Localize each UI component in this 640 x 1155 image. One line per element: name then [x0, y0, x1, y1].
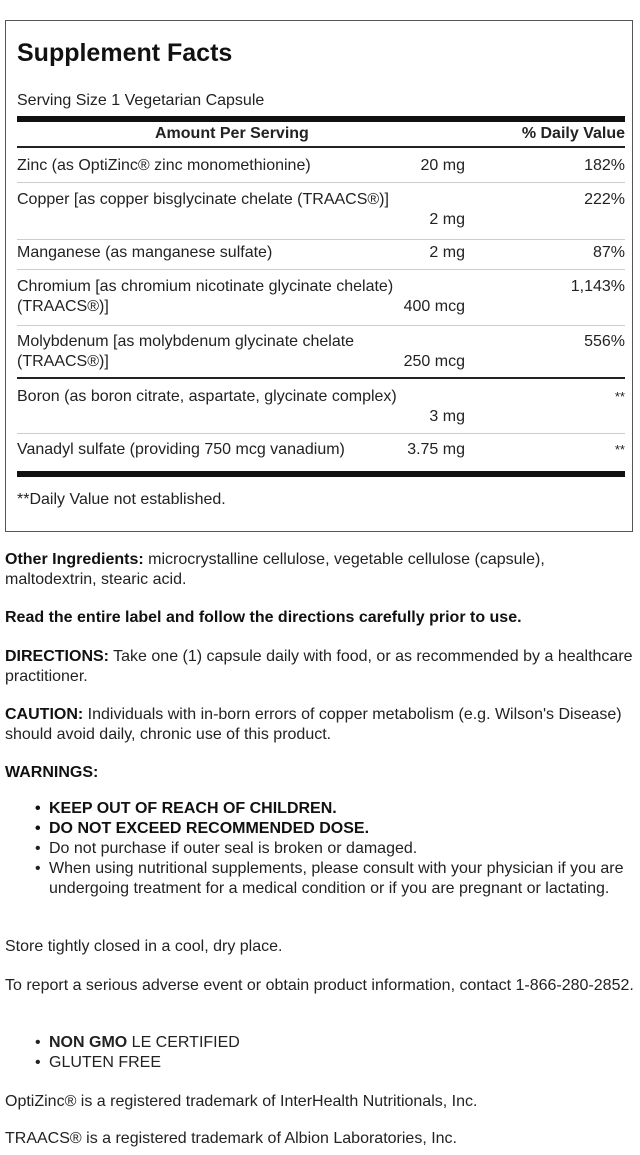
other-ingredients — [5, 550, 635, 590]
daily-value-footnote: **Daily Value not established. — [17, 491, 226, 508]
warnings-heading: WARNINGS: — [5, 764, 99, 781]
header-underline — [17, 146, 625, 148]
warnings-list — [5, 799, 633, 899]
row-divider — [17, 325, 625, 326]
cert-non-gmo — [49, 1033, 633, 1053]
nutrient-amount: 400 mcg — [403, 298, 465, 315]
row-divider — [17, 182, 625, 183]
warning-item: • DO NOT EXCEED RECOMMENDED DOSE. — [49, 819, 633, 839]
nutrient-daily-value: ** — [614, 389, 625, 404]
warning-item: • Do not purchase if outer seal is broken or damaged. — [49, 839, 633, 859]
cert-gluten-free: • GLUTEN FREE — [49, 1053, 633, 1073]
header-amount: Amount Per Serving — [155, 125, 309, 142]
nutrient-daily-value: 87% — [592, 244, 625, 261]
other-ingredients-label: Other Ingredients: — [5, 551, 144, 568]
directions-text: Take one (1) capsule daily with food, or as recommended by a healthcare practitioner. — [5, 648, 633, 685]
header-rule — [17, 116, 625, 122]
warning-item: • When using nutritional supplements, please consult with your physician if you are undergoing treatment for a medical condition or if you are pregnant or lactating. — [49, 859, 633, 899]
read-label-notice: Read the entire label and follow the directions carefully prior to use. — [5, 609, 522, 626]
nutrient-daily-value: 556% — [584, 333, 625, 350]
trademark-optizinc: OptiZinc® is a registered trademark of InterHealth Nutritionals, Inc. — [5, 1093, 478, 1110]
nutrient-name: Chromium [as chromium nicotinate glycinate chelate) (TRAACS®)] — [17, 278, 394, 315]
facts-title: Supplement Facts — [17, 39, 233, 67]
supplement-facts-panel — [5, 20, 633, 532]
trademark-traacs: TRAACS® is a registered trademark of Albion Laboratories, Inc. — [5, 1130, 457, 1147]
header-daily-value: % Daily Value — [521, 125, 625, 142]
caution — [5, 705, 635, 745]
nutrient-amount: 2 mg — [429, 211, 465, 228]
row-divider — [17, 433, 625, 434]
footer-rule — [17, 471, 625, 477]
nutrient-amount: 2 mg — [429, 244, 465, 261]
caution-text: Individuals with in-born errors of copper metabolism (e.g. Wilson's Disease) should avoid daily, chronic use of this product. — [5, 706, 622, 743]
section-divider — [17, 377, 625, 379]
cert-non-gmo-bold: NON GMO — [49, 1034, 128, 1051]
nutrient-daily-value: 182% — [584, 157, 625, 174]
nutrient-name: Zinc (as OptiZinc® zinc monomethionine) — [17, 157, 311, 174]
row-divider — [17, 269, 625, 270]
serving-size: Serving Size 1 Vegetarian Capsule — [17, 92, 265, 109]
directions-label: DIRECTIONS: — [5, 648, 109, 665]
nutrient-amount: 3.75 mg — [407, 441, 465, 458]
adverse-event-report: To report a serious adverse event or obtain product information, contact 1-866-280-2852. — [5, 977, 634, 994]
other-ingredients-text: microcrystalline cellulose, vegetable cellulose (capsule), maltodextrin, stearic acid. — [5, 551, 545, 588]
nutrient-name: Manganese (as manganese sulfate) — [17, 244, 273, 261]
storage-instructions: Store tightly closed in a cool, dry place. — [5, 938, 283, 955]
nutrient-name: Boron (as boron citrate, aspartate, glycinate complex) — [17, 388, 397, 405]
nutrient-amount: 20 mg — [420, 157, 465, 174]
warning-item: • KEEP OUT OF REACH OF CHILDREN. — [49, 799, 633, 819]
row-divider — [17, 239, 625, 240]
nutrient-name: Copper [as copper bisglycinate chelate (TRAACS®)] — [17, 191, 389, 208]
nutrient-daily-value: 222% — [584, 191, 625, 208]
caution-label: CAUTION: — [5, 706, 84, 723]
cert-non-gmo-rest: LE CERTIFIED — [127, 1034, 240, 1051]
nutrient-name: Vanadyl sulfate (providing 750 mcg vanadium) — [17, 441, 345, 458]
nutrient-daily-value: 1,143% — [570, 278, 625, 295]
nutrient-amount: 250 mcg — [403, 353, 465, 370]
directions — [5, 647, 635, 687]
nutrient-amount: 3 mg — [429, 408, 465, 425]
nutrient-daily-value: ** — [614, 442, 625, 457]
nutrient-name: Molybdenum [as molybdenum glycinate chelate (TRAACS®)] — [17, 333, 355, 370]
certifications-list — [5, 1033, 633, 1073]
